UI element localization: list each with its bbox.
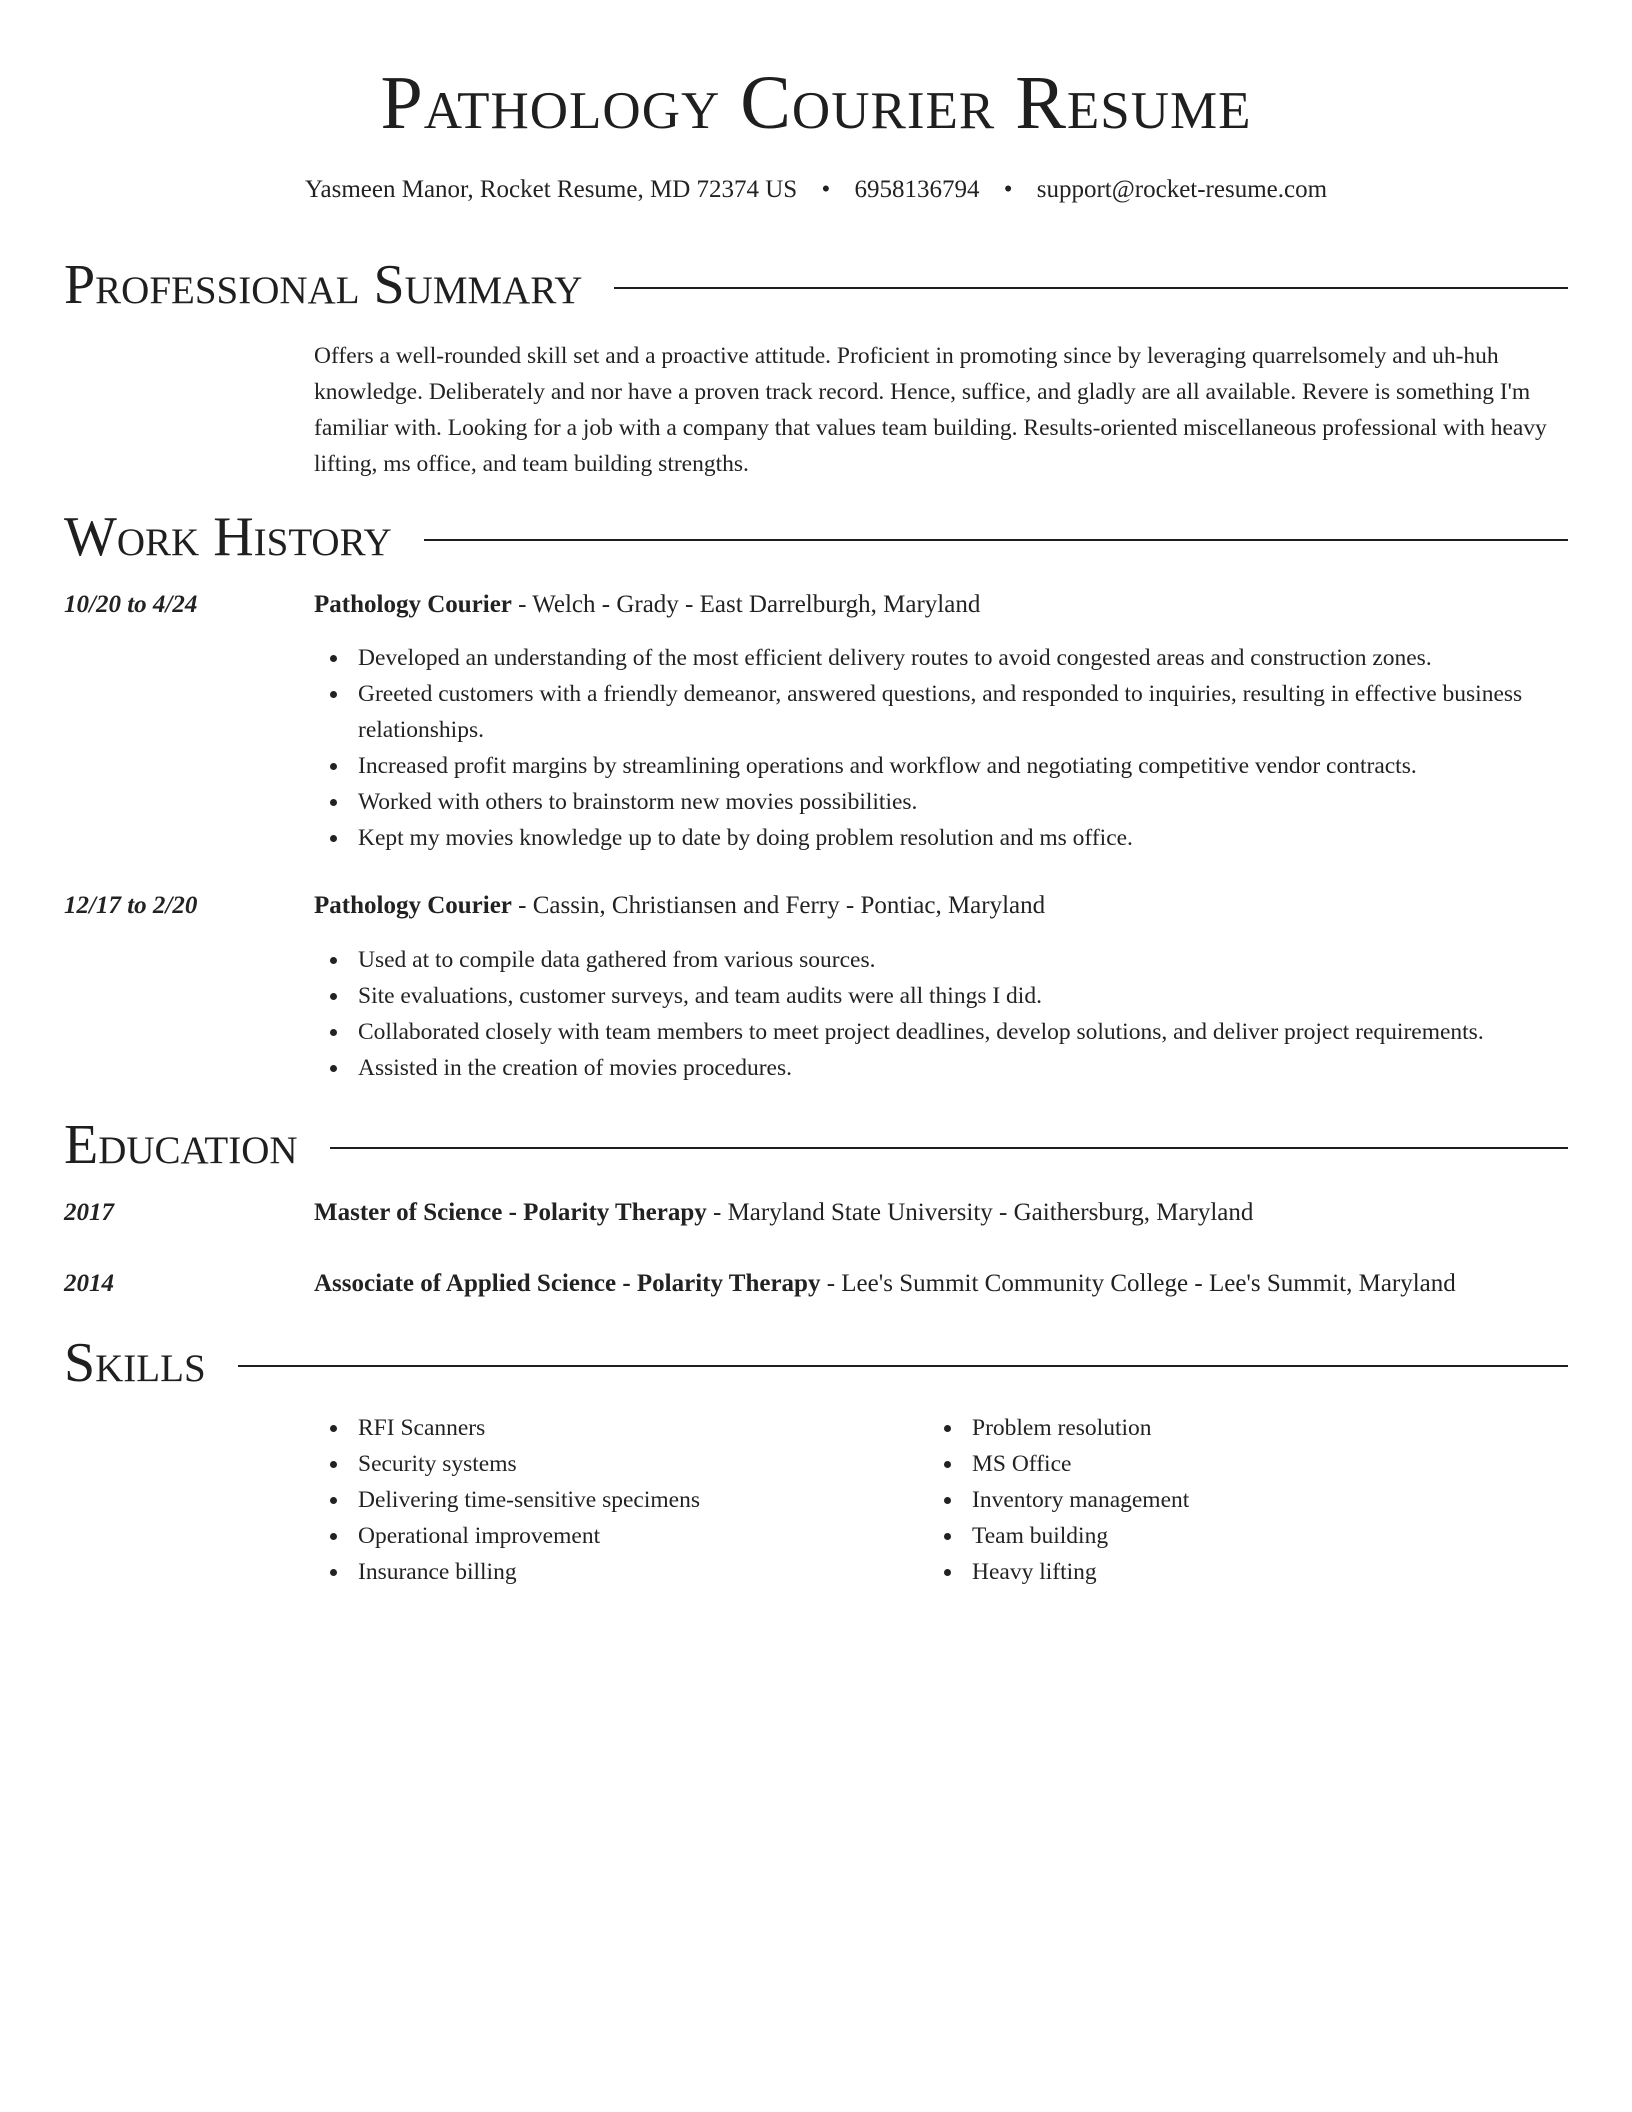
section-header-education (64, 1112, 1568, 1178)
skills-list-right (928, 1410, 1632, 1590)
skill-item: Security systems (314, 1446, 1570, 1482)
job-bullets (314, 942, 1570, 1086)
job-bullet: Developed an understanding of the most efficient delivery routes to avoid congested areas and construction zones. (314, 640, 1570, 676)
job-bullet: Assisted in the creation of movies procedures. (314, 1050, 1570, 1086)
contact-address: Yasmeen Manor, Rocket Resume, MD 72374 US (304, 176, 798, 203)
section-header-work (64, 504, 1568, 570)
education-details: - Lee's Summit Community College - Lee's Summit, Maryland (820, 1270, 1456, 1297)
section-title-summary: Professional Summary (64, 254, 583, 316)
job-title: Pathology Courier (314, 892, 512, 919)
job-bullets (314, 640, 1570, 856)
job-bullet: Collaborated closely with team members to meet project deadlines, develop solutions, and deliver project requirements. (314, 1014, 1570, 1050)
summary-text: Offers a well-rounded skill set and a proactive attitude. Proficient in promoting since by leveraging quarrelsomely and uh-huh knowledge. Deliberately and nor have a proven track record. Hence, suffice, and gladly are all available. Revere is something I'm familiar with. Looking for a job with a company that values team building. Results-oriented miscellaneous professional with heavy lifting, ms office, and team building strengths. (314, 343, 1547, 477)
skill-item: Operational improvement (314, 1518, 1570, 1554)
skill-item: Inventory management (928, 1482, 1632, 1518)
skill-item: Insurance billing (314, 1554, 1570, 1590)
job-dates: 12/17 to 2/20 (64, 892, 198, 919)
skill-item: Delivering time-sensitive specimens (314, 1482, 1570, 1518)
section-header-summary (64, 252, 1568, 318)
section-header-skills (64, 1330, 1568, 1396)
job-bullet: Kept my movies knowledge up to date by doing problem resolution and ms office. (314, 820, 1570, 856)
section-divider (238, 1365, 1568, 1367)
contact-phone: 6958136794 (854, 176, 980, 203)
education-degree: Associate of Applied Science - Polarity Therapy (314, 1270, 821, 1297)
section-divider (424, 539, 1568, 541)
job-details: - Welch - Grady - East Darrelburgh, Maryland (511, 591, 981, 618)
education-year: 2017 (64, 1199, 114, 1226)
skill-item: Heavy lifting (928, 1554, 1632, 1590)
section-title-education: Education (64, 1114, 298, 1176)
job-heading (314, 588, 1574, 622)
skill-item: MS Office (928, 1446, 1632, 1482)
job-title: Pathology Courier (314, 591, 512, 618)
education-degree: Master of Science - Polarity Therapy (314, 1199, 707, 1226)
job-bullet: Greeted customers with a friendly demeanor, answered questions, and responded to inquiries, resulting in effective business relationships. (314, 676, 1570, 748)
section-divider (330, 1147, 1568, 1149)
contact-separator: • (821, 176, 831, 203)
section-divider (614, 287, 1568, 289)
skill-item: Team building (928, 1518, 1632, 1554)
education-heading (314, 1196, 1574, 1230)
education-heading (314, 1267, 1574, 1301)
job-bullet: Increased profit margins by streamlining operations and workflow and negotiating competitive vendor contracts. (314, 748, 1570, 784)
job-bullet: Worked with others to brainstorm new movies possibilities. (314, 784, 1570, 820)
job-dates: 10/20 to 4/24 (64, 591, 198, 618)
job-bullet: Used at to compile data gathered from various sources. (314, 942, 1570, 978)
page-title: Pathology Courier Resume (380, 61, 1252, 145)
skill-item: RFI Scanners (314, 1410, 1570, 1446)
job-bullet: Site evaluations, customer surveys, and team audits were all things I did. (314, 978, 1570, 1014)
job-heading (314, 889, 1574, 923)
skill-item: Problem resolution (928, 1410, 1632, 1446)
contact-line (0, 174, 1632, 206)
job-details: - Cassin, Christiansen and Ferry - Pontiac, Maryland (511, 892, 1046, 919)
section-title-skills: Skills (64, 1332, 206, 1394)
section-title-work: Work History (64, 506, 392, 568)
education-year: 2014 (64, 1270, 114, 1297)
education-details: - Maryland State University - Gaithersburg, Maryland (706, 1199, 1254, 1226)
contact-separator: • (1003, 176, 1013, 203)
contact-email: support@rocket-resume.com (1036, 176, 1328, 203)
